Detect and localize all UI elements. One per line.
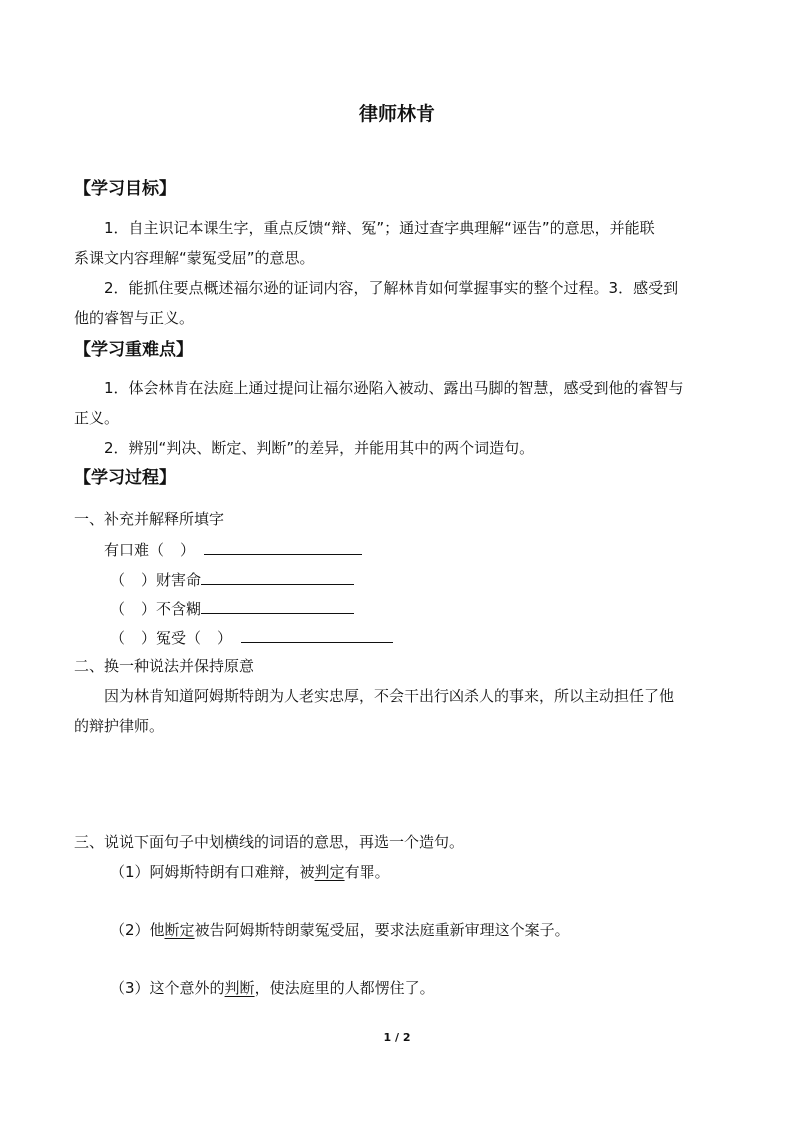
underlined-word-1: 判定 — [314, 863, 345, 881]
goal-2-line-1: 2．能抓住要点概述福尔逊的证词内容，了解林肯如何掌握事实的整个过程。3．感受到 — [104, 279, 679, 297]
answer-line-4 — [241, 627, 393, 643]
key-point-2: 2．辨别“判决、断定、判断”的差异，并能用其中的两个词造句。 — [104, 439, 535, 457]
sentence-1-post: 有罪。 — [344, 863, 390, 881]
section-heading-goals: 【学习目标】 — [74, 179, 176, 199]
goal-2-line-2: 他的睿智与正义。 — [74, 309, 195, 327]
sentence-2 — [110, 920, 570, 940]
fill-item-4-text-a: （ — [110, 629, 126, 647]
sentence-2-pre: （2）他 — [110, 921, 165, 939]
fill-item-4 — [110, 627, 393, 648]
fill-item-1-text-b: ） — [180, 541, 196, 559]
sentence-2-post: 被告阿姆斯特朗蒙冤受屈，要求法庭重新审理这个案子。 — [194, 921, 570, 939]
sentence-3 — [110, 978, 435, 998]
fill-item-2-text-a: （ — [110, 571, 126, 589]
page-title: 律师林肯 — [358, 103, 435, 125]
section-heading-key-points: 【学习重难点】 — [74, 340, 193, 360]
fill-item-2-text-b: ）财害命 — [141, 571, 202, 589]
goal-1-line-1: 1．自主识记本课生字，重点反馈“辩、冤”；通过查字典理解“诬告”的意思，并能联 — [104, 219, 655, 237]
fill-item-4-text-b: ）冤受（ — [141, 629, 202, 647]
underlined-word-3: 判断 — [224, 979, 255, 997]
question-2-title: 二、换一种说法并保持原意 — [74, 657, 255, 675]
fill-item-1-text-a: 有口难（ — [104, 541, 165, 559]
fill-item-3-text-b: ）不含糊 — [141, 600, 202, 618]
key-point-1-line-2: 正义。 — [74, 409, 120, 427]
question-2-line-2: 的辩护律师。 — [74, 717, 165, 735]
sentence-1-pre: （1）阿姆斯特朗有口难辩，被 — [110, 863, 315, 881]
fill-item-3 — [110, 598, 354, 619]
page-number: 1 / 2 — [383, 1031, 411, 1044]
question-1-title: 一、补充并解释所填字 — [74, 510, 225, 528]
fill-item-4-text-c: ） — [217, 629, 233, 647]
fill-item-3-text-a: （ — [110, 600, 126, 618]
answer-line-1 — [204, 539, 362, 555]
sentence-3-pre: （3）这个意外的 — [110, 979, 225, 997]
answer-line-2 — [201, 569, 354, 585]
underlined-word-2: 断定 — [164, 921, 195, 939]
section-heading-process: 【学习过程】 — [74, 468, 176, 488]
question-3-title: 三、说说下面句子中划横线的词语的意思，再选一个造句。 — [74, 833, 465, 851]
sentence-3-post: ，使法庭里的人都愣住了。 — [254, 979, 435, 997]
goal-1-line-2: 系课文内容理解“蒙冤受屈”的意思。 — [74, 249, 315, 267]
key-point-1-line-1: 1．体会林肯在法庭上通过提问让福尔逊陷入被动、露出马脚的智慧，感受到他的睿智与 — [104, 379, 684, 397]
sentence-1 — [110, 862, 390, 882]
answer-line-3 — [201, 598, 354, 614]
fill-item-1 — [104, 539, 362, 560]
fill-item-2 — [110, 569, 354, 590]
question-2-line-1: 因为林肯知道阿姆斯特朗为人老实忠厚，不会干出行凶杀人的事来，所以主动担任了他 — [104, 687, 675, 705]
